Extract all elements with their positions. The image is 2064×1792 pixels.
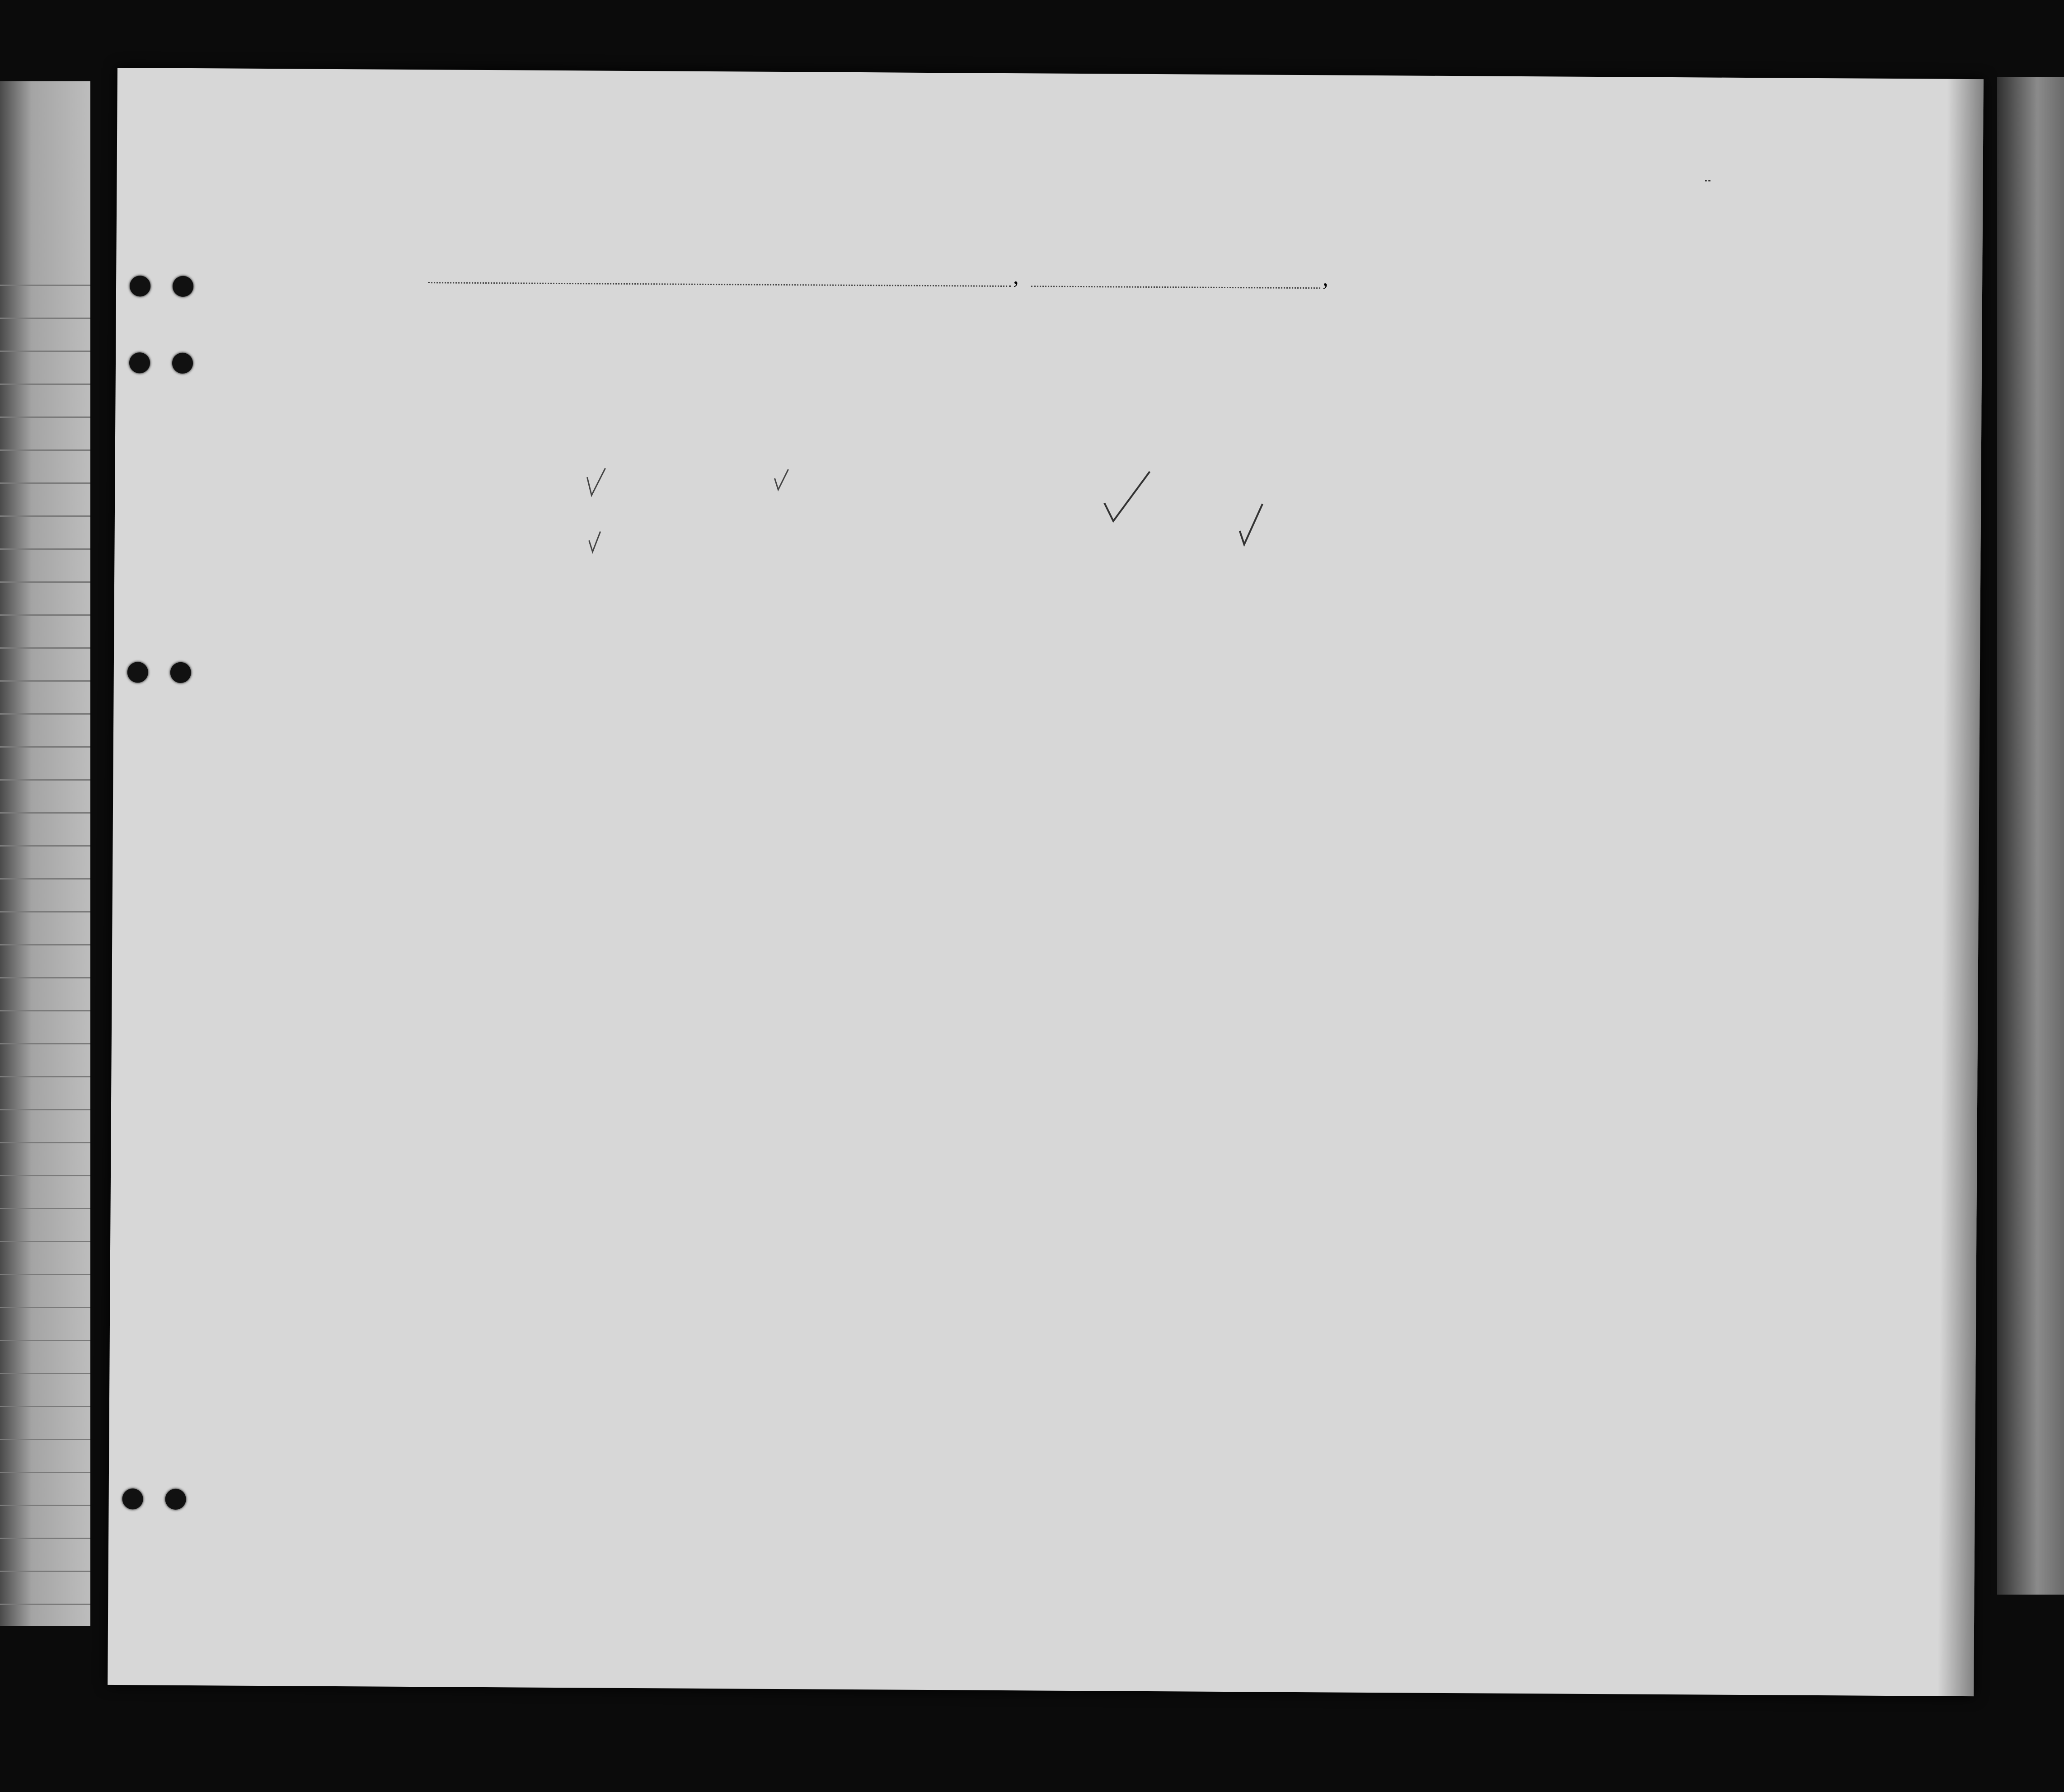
- manifest-sheet: [108, 68, 1984, 1696]
- header-money: [780, 356, 803, 478]
- header-q29: [1443, 360, 1472, 482]
- header-ticket: [660, 356, 683, 477]
- header-q30: [1476, 360, 1493, 482]
- header-inches: [1648, 402, 1666, 484]
- header-polygamist: [1340, 360, 1359, 482]
- header-q31: [1495, 361, 1512, 483]
- adjacent-page-rules: [0, 253, 90, 1608]
- adjacent-page-right: [1997, 77, 2064, 1595]
- header-purpose-c: [1258, 373, 1290, 481]
- header-final-destination: [509, 341, 658, 352]
- comma: ,: [1323, 265, 1328, 291]
- header-passage-paid: [686, 363, 779, 374]
- header-purpose-b: [1229, 373, 1257, 481]
- header-ever-before: [806, 345, 966, 356]
- header-purpose-a: [1198, 373, 1228, 481]
- comma: ,: [1013, 263, 1019, 289]
- header-q28: [1387, 360, 1437, 482]
- table-grid: [108, 68, 1984, 1696]
- header-prison: [1297, 360, 1337, 482]
- header-anarchist: [1364, 360, 1383, 482]
- header-feet: [1626, 402, 1645, 483]
